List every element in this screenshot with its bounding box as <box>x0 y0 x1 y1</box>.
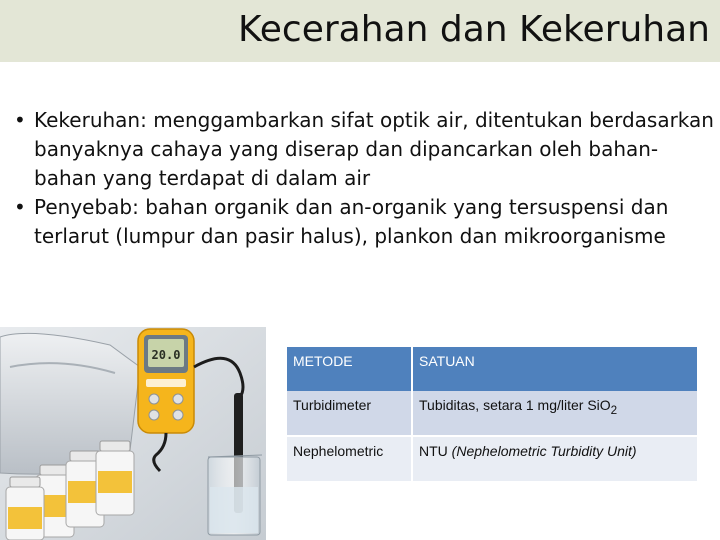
turbidimeter-photo <box>0 327 266 540</box>
bullet-item <box>14 193 714 251</box>
table-row <box>287 391 697 436</box>
bullet-dot-icon: • <box>14 195 26 219</box>
slide-title: Kecerahan dan Kekeruhan <box>237 9 710 50</box>
bullet-list <box>14 106 714 251</box>
table-row <box>287 436 697 481</box>
bullet-text: Penyebab: bahan organik dan an-organik yang tersuspensi dan terlarut (lumpur dan pasir halus), plankon dan mikroorganisme <box>34 195 669 248</box>
bullet-text: Kekeruhan: menggambarkan sifat optik air, ditentukan berdasarkan banyaknya cahaya yang diserap dan dipancarkan oleh bahan-bahan yang terdapat di dalam air <box>34 108 714 190</box>
methods-table <box>287 347 697 481</box>
satuan-italic: (Nephelometric Turbidity Unit) <box>451 443 637 459</box>
satuan-subscript: 2 <box>610 403 618 417</box>
cell-metode: Nephelometric <box>287 436 412 481</box>
beaker <box>208 455 262 535</box>
satuan-text: Tubiditas, setara 1 mg/liter Si <box>419 397 600 413</box>
satuan-o: O <box>599 397 611 413</box>
table-header-row <box>287 347 697 391</box>
meter-device <box>138 329 194 433</box>
header-satuan: SATUAN <box>412 347 697 391</box>
cell-metode: Turbidimeter <box>287 391 412 436</box>
bullet-dot-icon: • <box>14 108 26 132</box>
title-bar <box>0 0 720 62</box>
cell-satuan <box>412 436 697 481</box>
bullet-item <box>14 106 714 193</box>
satuan-text: NTU <box>419 443 452 459</box>
header-metode: METODE <box>287 347 412 391</box>
cell-satuan <box>412 391 697 436</box>
meter-display-value: 20.0 <box>151 348 181 362</box>
